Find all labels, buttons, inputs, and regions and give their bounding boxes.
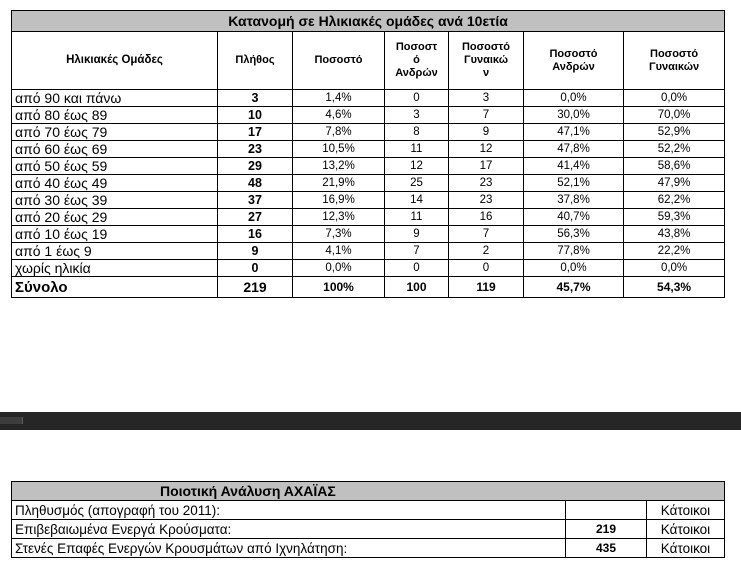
count-cell: 3 bbox=[218, 90, 293, 107]
percent-cell: 0,0% bbox=[293, 260, 385, 277]
count-cell: 27 bbox=[218, 209, 293, 226]
women-percent-cell: 54,3% bbox=[624, 277, 725, 298]
women-count-cell: 2 bbox=[449, 243, 524, 260]
age-group-cell: από 10 έως 19 bbox=[12, 226, 218, 243]
age-group-cell: από 40 έως 49 bbox=[12, 175, 218, 192]
quality-row-population bbox=[12, 501, 725, 520]
age-group-cell: από 80 έως 89 bbox=[12, 107, 218, 124]
women-count-cell: 12 bbox=[449, 141, 524, 158]
women-percent-cell: 62,2% bbox=[624, 192, 725, 209]
women-count-cell: 7 bbox=[449, 226, 524, 243]
women-count-cell: 17 bbox=[449, 158, 524, 175]
table-row bbox=[12, 124, 725, 141]
table-row bbox=[12, 226, 725, 243]
men-percent-cell: 30,0% bbox=[524, 107, 624, 124]
quality-table-title: Ποιοτική Ανάλυση ΑΧΑΪΑΣ bbox=[12, 482, 725, 501]
women-percent-cell: 52,9% bbox=[624, 124, 725, 141]
percent-cell: 16,9% bbox=[293, 192, 385, 209]
men-percent-cell: 41,4% bbox=[524, 158, 624, 175]
women-count-cell: 9 bbox=[449, 124, 524, 141]
header-age-groups: Ηλικιακές Ομάδες bbox=[12, 32, 218, 90]
count-cell: 29 bbox=[218, 158, 293, 175]
quality-label: Πληθυσμός (απογραφή του 2011): bbox=[12, 501, 566, 520]
age-group-cell: από 50 έως 59 bbox=[12, 158, 218, 175]
percent-cell: 4,6% bbox=[293, 107, 385, 124]
men-count-cell: 12 bbox=[385, 158, 449, 175]
header-women-percent: Ποσοστό Γυναικών bbox=[624, 32, 725, 90]
table-row bbox=[12, 192, 725, 209]
women-count-cell: 23 bbox=[449, 192, 524, 209]
quality-unit: Κάτοικοι bbox=[647, 539, 725, 558]
men-percent-cell: 52,1% bbox=[524, 175, 624, 192]
men-count-cell: 7 bbox=[385, 243, 449, 260]
quality-value: 219 bbox=[566, 520, 647, 539]
age-group-cell: χωρίς ηλικία bbox=[12, 260, 218, 277]
women-count-cell: 7 bbox=[449, 107, 524, 124]
men-percent-cell: 37,8% bbox=[524, 192, 624, 209]
women-percent-cell: 47,9% bbox=[624, 175, 725, 192]
women-percent-cell: 59,3% bbox=[624, 209, 725, 226]
dark-separator-bar bbox=[0, 412, 741, 430]
men-percent-cell: 0,0% bbox=[524, 90, 624, 107]
men-percent-cell: 47,8% bbox=[524, 141, 624, 158]
men-percent-cell: 47,1% bbox=[524, 124, 624, 141]
women-percent-cell: 70,0% bbox=[624, 107, 725, 124]
quality-unit: Κάτοικοι bbox=[647, 520, 725, 539]
count-cell: 23 bbox=[218, 141, 293, 158]
age-group-cell: από 60 έως 69 bbox=[12, 141, 218, 158]
women-percent-cell: 52,2% bbox=[624, 141, 725, 158]
table-row bbox=[12, 209, 725, 226]
men-count-cell: 100 bbox=[385, 277, 449, 298]
age-table-header-row bbox=[12, 32, 725, 90]
count-cell: 0 bbox=[218, 260, 293, 277]
separator-tab bbox=[0, 417, 23, 424]
percent-cell: 4,1% bbox=[293, 243, 385, 260]
header-men-narrow: Ποσοστ ό Ανδρών bbox=[385, 32, 449, 90]
quality-unit: Κάτοικοι bbox=[647, 501, 725, 520]
table-row bbox=[12, 243, 725, 260]
count-cell: 219 bbox=[218, 277, 293, 298]
men-percent-cell: 40,7% bbox=[524, 209, 624, 226]
age-group-cell: από 90 και πάνω bbox=[12, 90, 218, 107]
women-count-cell: 23 bbox=[449, 175, 524, 192]
quality-analysis-table bbox=[11, 481, 725, 558]
men-count-cell: 14 bbox=[385, 192, 449, 209]
women-percent-cell: 22,2% bbox=[624, 243, 725, 260]
quality-value bbox=[566, 501, 647, 520]
count-cell: 16 bbox=[218, 226, 293, 243]
header-women-narrow: Ποσοστό Γυναικώ ν bbox=[449, 32, 524, 90]
table-row bbox=[12, 107, 725, 124]
men-percent-cell: 0,0% bbox=[524, 260, 624, 277]
quality-value: 435 bbox=[566, 539, 647, 558]
quality-row-confirmed bbox=[12, 520, 725, 539]
total-row bbox=[12, 277, 725, 298]
men-count-cell: 8 bbox=[385, 124, 449, 141]
percent-cell: 1,4% bbox=[293, 90, 385, 107]
men-percent-cell: 45,7% bbox=[524, 277, 624, 298]
age-group-cell: από 20 έως 29 bbox=[12, 209, 218, 226]
percent-cell: 100% bbox=[293, 277, 385, 298]
header-men-percent: Ποσοστό Ανδρών bbox=[524, 32, 624, 90]
age-distribution-table bbox=[11, 10, 725, 298]
women-count-cell: 16 bbox=[449, 209, 524, 226]
age-group-cell: από 30 έως 39 bbox=[12, 192, 218, 209]
quality-label: Στενές Επαφές Ενεργών Κρουσμάτων από Ιχνηλάτηση: bbox=[12, 539, 566, 558]
count-cell: 9 bbox=[218, 243, 293, 260]
percent-cell: 12,3% bbox=[293, 209, 385, 226]
men-count-cell: 11 bbox=[385, 141, 449, 158]
quality-row-contacts bbox=[12, 539, 725, 558]
table-row bbox=[12, 175, 725, 192]
percent-cell: 13,2% bbox=[293, 158, 385, 175]
men-count-cell: 0 bbox=[385, 90, 449, 107]
count-cell: 10 bbox=[218, 107, 293, 124]
women-count-cell: 0 bbox=[449, 260, 524, 277]
table-row bbox=[12, 260, 725, 277]
women-count-cell: 119 bbox=[449, 277, 524, 298]
header-count: Πλήθος bbox=[218, 32, 293, 90]
percent-cell: 7,3% bbox=[293, 226, 385, 243]
men-count-cell: 25 bbox=[385, 175, 449, 192]
header-percent: Ποσοστό bbox=[293, 32, 385, 90]
percent-cell: 7,8% bbox=[293, 124, 385, 141]
women-percent-cell: 0,0% bbox=[624, 90, 725, 107]
count-cell: 48 bbox=[218, 175, 293, 192]
age-table-title: Κατανομή σε Ηλικιακές ομάδες ανά 10ετία bbox=[12, 11, 725, 32]
age-group-cell: Σύνολο bbox=[12, 277, 218, 298]
age-table-body bbox=[12, 90, 725, 298]
count-cell: 37 bbox=[218, 192, 293, 209]
men-count-cell: 3 bbox=[385, 107, 449, 124]
percent-cell: 21,9% bbox=[293, 175, 385, 192]
table-row bbox=[12, 141, 725, 158]
men-count-cell: 11 bbox=[385, 209, 449, 226]
men-percent-cell: 77,8% bbox=[524, 243, 624, 260]
quality-label: Επιβεβαιωμένα Ενεργά Κρούσματα: bbox=[12, 520, 566, 539]
age-group-cell: από 70 έως 79 bbox=[12, 124, 218, 141]
women-percent-cell: 0,0% bbox=[624, 260, 725, 277]
women-count-cell: 3 bbox=[449, 90, 524, 107]
men-percent-cell: 56,3% bbox=[524, 226, 624, 243]
men-count-cell: 0 bbox=[385, 260, 449, 277]
men-count-cell: 9 bbox=[385, 226, 449, 243]
percent-cell: 10,5% bbox=[293, 141, 385, 158]
count-cell: 17 bbox=[218, 124, 293, 141]
women-percent-cell: 43,8% bbox=[624, 226, 725, 243]
table-row bbox=[12, 90, 725, 107]
age-group-cell: από 1 έως 9 bbox=[12, 243, 218, 260]
women-percent-cell: 58,6% bbox=[624, 158, 725, 175]
table-row bbox=[12, 158, 725, 175]
